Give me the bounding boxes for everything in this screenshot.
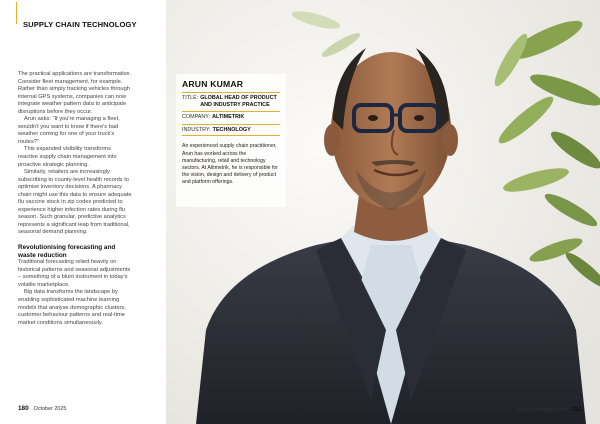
paragraph: Big data transforms the landscape by enabling sophisticated machine learning models that analyse demographic clusters, customer behaviour patterns and real-time market conditions simultaneously. — [18, 289, 126, 326]
company-value: ALTIMETRIK — [212, 114, 245, 121]
industry-label: INDUSTRY: — [182, 126, 211, 133]
title-value: GLOBAL HEAD OF PRODUCT AND INDUSTRY PRACTICE — [200, 95, 277, 108]
section-tag — [16, 2, 156, 29]
paragraph: Similarly, retailers are increasingly subscribing to county-level health records to optimise inventory decisions. A pharmacy chain might use this data to ensure adequate flu vaccine stock in zip codes predicted to experience higher infection rates during flu season. Such granular, predictive analytics represents a significant leap from traditional, seasonal demand planning. — [18, 169, 132, 236]
paragraph: The practical applications are transformative. Consider fleet management, for example. Rather than simply tracking vehicles through internal GPS systems, companies can now integrate weather pattern data to anticipate disruptions before they occur. — [18, 71, 132, 115]
page-number-right: 181 — [571, 406, 582, 413]
portrait-illustration — [166, 0, 600, 424]
portrait-photo — [166, 0, 600, 424]
issue-date: October 2025 — [33, 406, 67, 412]
profile-title-row — [182, 92, 280, 108]
section-heading: Revolutionising forecasting and waste reduction — [18, 244, 116, 259]
folio-left — [18, 405, 66, 412]
title-label: TITLE: — [182, 95, 199, 101]
paragraph: Arun asks: "If you're managing a fleet, wouldn't you want to know if there's bad weather coming for one of your truck's routes?" — [18, 116, 120, 145]
profile-bio: An experienced supply chain practitioner, Arun has worked across the manufacturing, retail and technology sectors. At Altimetrik, he is responsible for the vision, design and delivery of product and platform offerings. — [182, 143, 279, 186]
paragraph: Traditional forecasting relied heavily on historical patterns and seasonal adjustments – something of a blunt instrument in today's volatile marketplace. — [18, 259, 131, 288]
article-body — [18, 71, 132, 327]
paragraph: This expanded visibility transforms reactive supply chain management into proactive strategic planning. — [18, 146, 117, 168]
industry-value: TECHNOLOGY — [212, 126, 251, 133]
company-label: COMPANY: — [182, 114, 211, 121]
profile-industry-row — [182, 124, 280, 137]
profile-card — [176, 74, 286, 207]
page-number-left: 180 — [18, 405, 29, 412]
profile-company-row — [182, 111, 280, 121]
section-tag-label: SUPPLY CHAIN TECHNOLOGY — [23, 20, 137, 29]
profile-name: ARUN KUMAR — [182, 79, 244, 89]
website-url: supplychaindigital.com — [517, 407, 568, 413]
folio-right — [517, 406, 582, 413]
left-page — [0, 0, 166, 424]
